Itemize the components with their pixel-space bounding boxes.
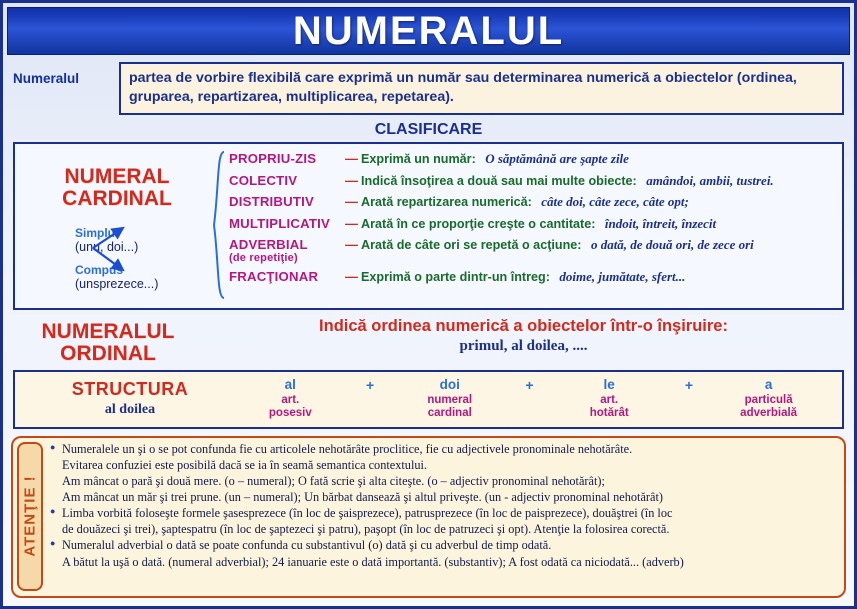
- row-dash: —: [345, 194, 358, 210]
- atentie-line: Am mâncat o pară şi două mere. (o – numeral); O fată scrie şi alta citeşte. (o – adjectiv pronominal nehotărât);: [62, 474, 605, 489]
- row-dash: —: [345, 236, 358, 252]
- cardinal-left-column: [23, 150, 211, 300]
- structura-role-line2: adverbială: [740, 406, 798, 419]
- ordinal-heading-line2: ORDINAL: [60, 342, 156, 366]
- cardinal-heading-line1: NUMERAL: [64, 165, 170, 189]
- atentie-item-4: [49, 538, 838, 554]
- definition-row: [13, 62, 844, 115]
- plus-sign-2: +: [525, 376, 534, 393]
- structura-part-role: [734, 394, 804, 420]
- definition-text: partea de vorbire flexibilă care exprimă un număr sau determinarea numerică a obiectelor (ordinea, gruparea, repartizarea, multiplicarea, repetarea).: [129, 70, 797, 106]
- structura-role-line2: posesiv: [268, 406, 312, 419]
- cardinal-row-propriu-zis: [229, 150, 834, 168]
- definition-box: [119, 62, 844, 115]
- row-description: Arată de câte ori se repetă o acţiune:: [361, 237, 582, 252]
- curly-brace-icon: [211, 150, 227, 300]
- structura-role-line1: numeral: [427, 393, 473, 406]
- title-bar: [7, 7, 850, 55]
- structura-part-a: [734, 377, 804, 420]
- cardinal-row-fractionar: [229, 268, 834, 286]
- cardinal-row-multiplicativ: [229, 215, 834, 233]
- atentie-line: Am mâncat un măr şi trei prune. (un – numeral); Un bărbat dansează şi altul priveşte. (un - adjectiv pronominal nehotărât): [62, 490, 663, 505]
- structura-part-word: a: [764, 376, 773, 392]
- cardinal-rows: [227, 150, 834, 300]
- cardinal-row-distributiv: [229, 193, 834, 211]
- structura-box: [13, 370, 844, 429]
- row-dash: —: [345, 215, 358, 231]
- row-category-sub: (de repetiţie): [229, 252, 298, 265]
- atentie-item-5: [49, 555, 838, 571]
- structura-part-word: doi: [439, 376, 460, 392]
- structura-heading: STRUCTURA: [71, 378, 189, 399]
- atentie-line: ● Limba vorbită foloseşte formele şasesprezece (în loc de şaisprezece), patrusprezece (în loc de paisprezece), douăştrei (în loc: [62, 505, 673, 520]
- cardinal-heading-line2: CARDINAL: [62, 187, 172, 211]
- structura-part-word: le: [603, 376, 615, 392]
- plus-sign-3: +: [684, 376, 693, 393]
- row-example: amândoi, ambii, tustrei.: [646, 172, 774, 188]
- ordinal-text-line2: primul, al doilea, ....: [459, 338, 588, 355]
- structura-part-role: [574, 394, 644, 420]
- atentie-tab: [17, 442, 43, 591]
- ordinal-heading-line1: NUMERALUL: [41, 320, 175, 344]
- cardinal-row-colectiv: [229, 172, 834, 190]
- atentie-line: de douăzeci şi trei), şaptespatru (în loc de şaptezeci şi patru), paşopt (în loc de patruzeci şi opt). Atenţie la folosirea corectă.: [62, 521, 670, 536]
- structura-breakdown: [235, 377, 832, 420]
- ordinal-heading: [13, 317, 203, 365]
- arrows-icon: [89, 222, 129, 278]
- row-dash: —: [345, 151, 358, 167]
- clasificare-heading: CLASIFICARE: [374, 121, 483, 139]
- atentie-line: ● Numeralul adverbial o dată se poate confunda cu substantivul (o) dată şi cu adverbul de timp odată.: [62, 538, 552, 553]
- brace-icon: [211, 150, 227, 300]
- row-category: COLECTIV: [229, 172, 298, 188]
- row-example: o dată, de două ori, de zece ori: [590, 236, 754, 252]
- row-category: MULTIPLICATIV: [229, 215, 331, 231]
- structura-left: [25, 379, 235, 418]
- structura-example: al doilea: [104, 401, 156, 417]
- row-description: Indică însoţirea a două sau mai multe obiecte:: [361, 173, 637, 188]
- row-dash: —: [345, 172, 358, 188]
- atentie-tab-label: ATENŢIE !: [21, 475, 39, 558]
- numeral-ordinal-section: [13, 317, 844, 365]
- row-example: O săptămână are şapte zile: [485, 151, 629, 167]
- row-description: Exprimă o parte dintr-un întreg:: [361, 269, 550, 284]
- cardinal-heading: [23, 166, 211, 210]
- structura-role-line2: cardinal: [427, 406, 472, 419]
- atentie-body: [49, 442, 838, 591]
- structura-part-le: [574, 377, 644, 420]
- plus-sign-1: +: [365, 376, 375, 393]
- ordinal-text-line1: Indică ordinea numerică a obiectelor într-o înşiruire:: [319, 317, 728, 336]
- structura-part-al: [255, 377, 325, 420]
- row-category: FRACŢIONAR: [229, 268, 319, 284]
- row-description: Arată în ce proporţie creşte o cantitate:: [361, 216, 596, 231]
- subtype-compus-title: Compus: [75, 263, 123, 278]
- row-category: DISTRIBUTIV: [229, 194, 314, 210]
- atentie-item-2: [49, 474, 838, 505]
- atentie-line: A bătut la uşă o dată. (numeral adverbial); 24 ianuarie este o dată importantă. (substantiv); A fost odată ca niciodată... (adverb): [62, 555, 684, 570]
- definition-label: Numeralul: [13, 71, 80, 86]
- row-description: Arată repartizarea numerică:: [361, 195, 532, 210]
- row-example: îndoit, întreit, înzecit: [604, 215, 717, 231]
- atentie-line: ● Numeralele un şi o se pot confunda fie cu articolele nehotărâte proclitice, fie cu adjectivele pronominale nehotărâte.: [62, 441, 633, 456]
- row-category: [229, 237, 345, 265]
- row-category: PROPRIU-ZIS: [229, 151, 317, 167]
- row-description: Exprimă un număr:: [361, 152, 476, 167]
- atentie-item-1: [49, 442, 838, 473]
- structura-part-doi: [415, 377, 485, 420]
- atentie-item-3: [49, 506, 838, 537]
- row-example: câte doi, câte zece, câte opt;: [541, 194, 689, 210]
- page-title: NUMERALUL: [292, 8, 565, 53]
- atentie-panel: [11, 436, 846, 598]
- cardinal-subtypes: [75, 226, 211, 291]
- structura-role-line1: particulă: [744, 393, 793, 406]
- subtype-simplu-example: (unu, doi...): [75, 240, 139, 255]
- structura-part-word: al: [284, 376, 296, 392]
- atentie-line: Evitarea confuziei este posibilă dacă se ia în seamă semantica contextului.: [62, 457, 427, 472]
- structura-part-role: [415, 394, 485, 420]
- row-dash: —: [345, 268, 358, 284]
- structura-role-line1: art.: [281, 393, 300, 406]
- structura-role-line2: hotărât: [589, 406, 629, 419]
- cardinal-row-adverbial: [229, 236, 834, 265]
- structura-part-role: [255, 394, 325, 420]
- structura-role-line1: art.: [600, 393, 619, 406]
- numeral-cardinal-box: [13, 142, 844, 310]
- row-example: doime, jumătate, sfert...: [559, 268, 686, 284]
- row-category-main: ADVERBIAL: [229, 236, 308, 252]
- ordinal-text: [203, 317, 844, 355]
- subtype-compus-example: (unsprezece...): [75, 277, 159, 292]
- subtype-simplu-title: Simplu: [75, 226, 116, 241]
